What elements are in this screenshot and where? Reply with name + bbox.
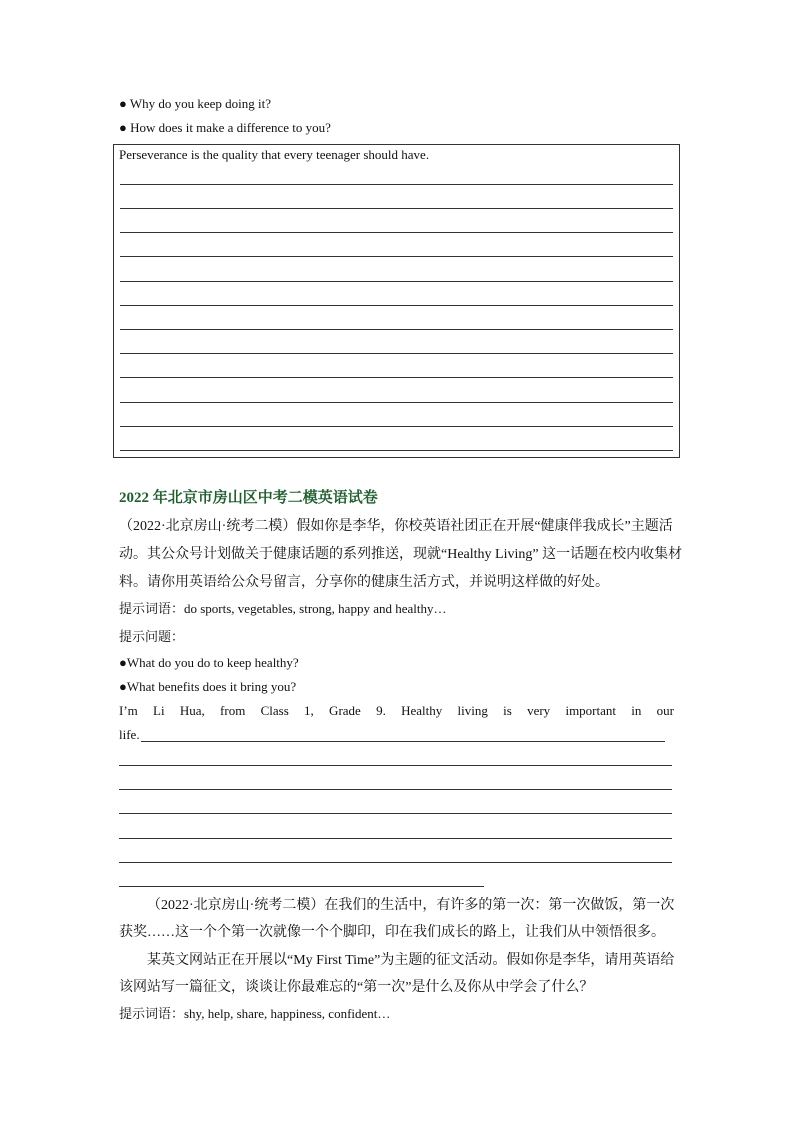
writing-line: [120, 353, 673, 354]
question-bullet: ● How does it make a difference to you?: [119, 120, 331, 135]
writing-line: [119, 838, 672, 839]
hint-question: ●What do you do to keep healthy?: [119, 655, 299, 670]
prompt-paragraph-line: （2022·北京房山·统考二模）假如你是李华，你校英语社团正在开展“健康伴我成长”主题活: [119, 519, 673, 534]
prompt-paragraph-line: 该网站写一篇征文，谈谈让你最难忘的“第一次”是什么及你从中学会了什么？: [119, 980, 594, 995]
writing-line: [119, 813, 672, 814]
hint-words: 提示词语：do sports, vegetables, strong, happy and healthy…: [119, 601, 447, 616]
prompt-paragraph-line: 获奖……这一个个第一次就像一个个脚印，印在我们成长的路上，让我们从中领悟很多。: [119, 925, 665, 940]
essay-start-line: life.: [119, 727, 140, 742]
writing-line: [120, 450, 673, 451]
prompt-paragraph-line: （2022·北京房山·统考二模）在我们的生活中，有许多的第一次：第一次做饭，第一次: [147, 898, 675, 913]
writing-line: [120, 256, 673, 257]
answer-box-first-line: Perseverance is the quality that every teenager should have.: [119, 147, 430, 162]
writing-line: [141, 741, 665, 742]
hint-question: ●What benefits does it bring you?: [119, 679, 297, 694]
writing-line: [120, 329, 673, 330]
question-bullet: ● Why do you keep doing it?: [119, 96, 272, 111]
writing-line: [119, 765, 672, 766]
writing-line: [119, 862, 672, 863]
answer-box: [113, 144, 680, 458]
hint-words: 提示词语：shy, help, share, happiness, confident…: [119, 1006, 391, 1021]
writing-line: [120, 305, 673, 306]
writing-line: [120, 184, 673, 185]
section-title: 2022 年北京市房山区中考二模英语试卷: [119, 490, 378, 506]
writing-line: [120, 281, 673, 282]
writing-line: [120, 402, 673, 403]
essay-start-line: I’m Li Hua, from Class 1, Grade 9. Healthy living is very important in our: [119, 703, 674, 718]
writing-line: [119, 886, 484, 887]
writing-line: [120, 232, 673, 233]
prompt-paragraph-line: 动。其公众号计划做关于健康话题的系列推送，现就“Healthy Living” 这一话题在校内收集材: [119, 547, 683, 562]
writing-line: [120, 377, 673, 378]
writing-line: [119, 789, 672, 790]
prompt-paragraph-line: 某英文网站正在开展以“My First Time”为主题的征文活动。假如你是李华，请用英语给: [147, 953, 675, 968]
prompt-paragraph-line: 料。请你用英语给公众号留言，分享你的健康生活方式，并说明这样做的好处。: [119, 575, 609, 590]
writing-line: [120, 208, 673, 209]
writing-line: [120, 426, 673, 427]
hint-questions-label: 提示问题：: [119, 629, 185, 644]
